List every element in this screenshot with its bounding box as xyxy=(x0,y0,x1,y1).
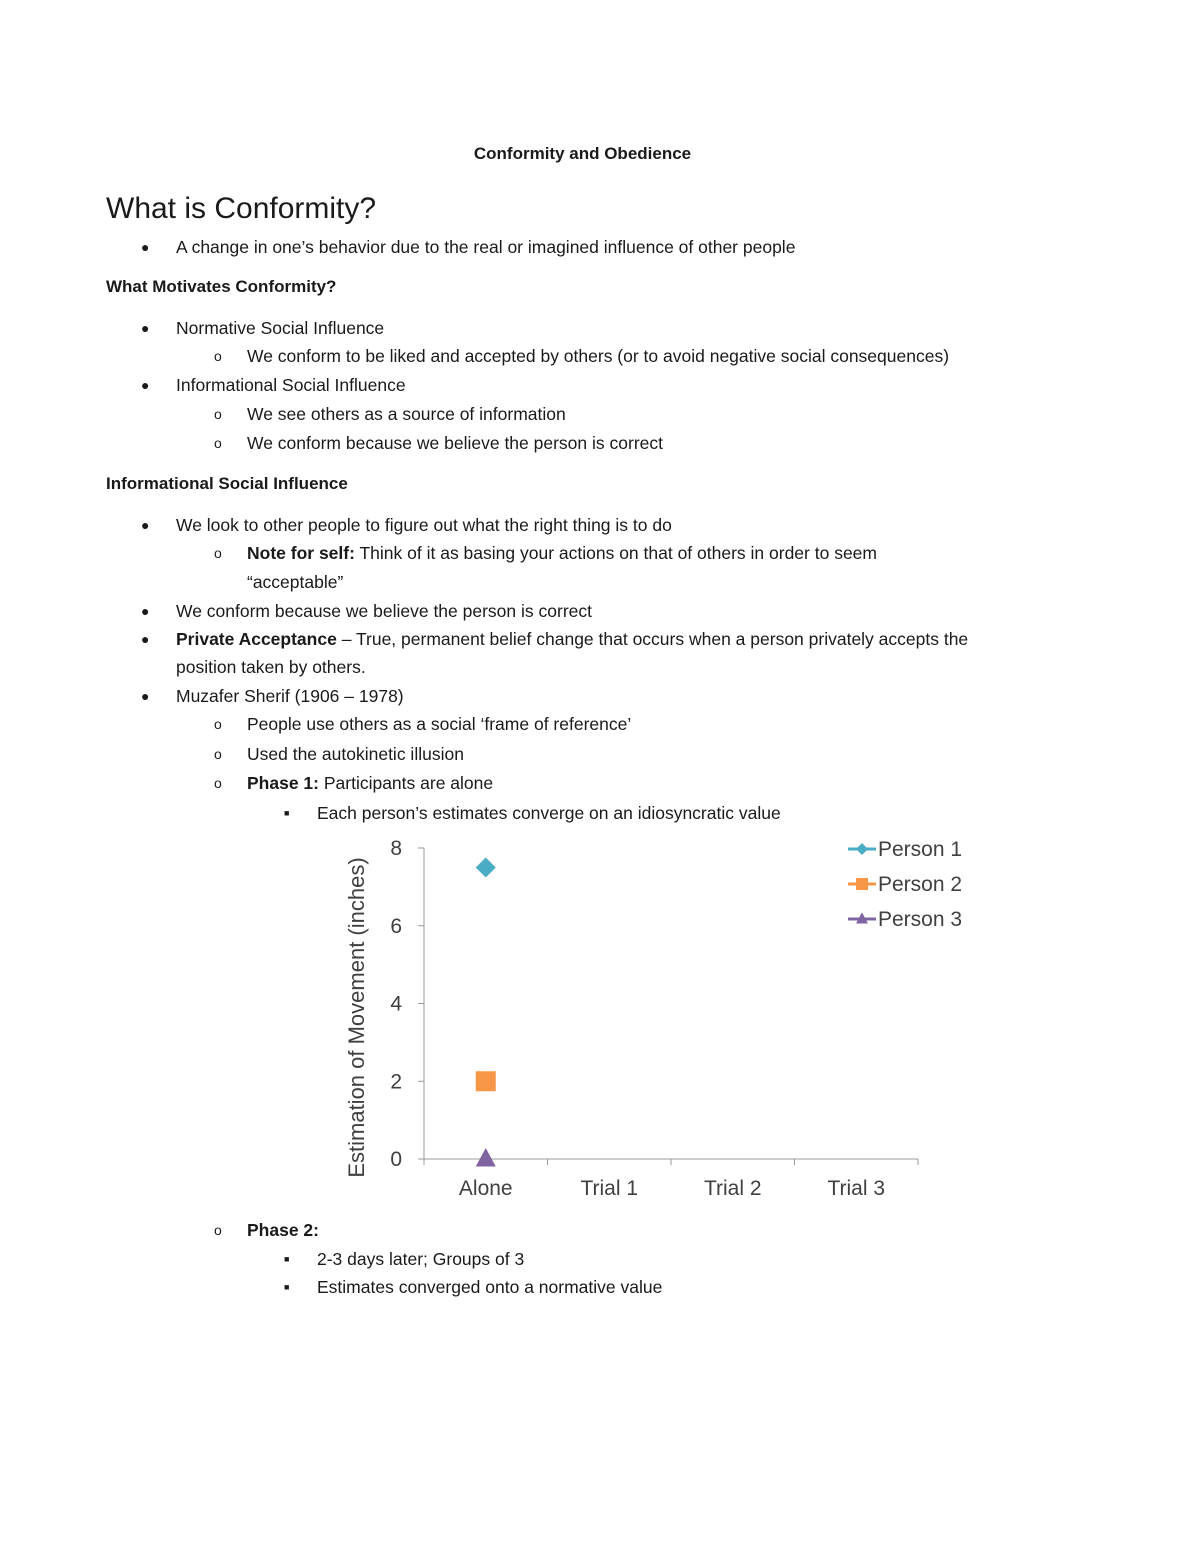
sub-bullet-icon: o xyxy=(214,716,222,732)
isi-bullet-2: We conform because we believe the person is correct xyxy=(176,601,592,621)
x-tick-label: Trial 2 xyxy=(703,1177,762,1200)
legend-label: Person 3 xyxy=(878,908,963,931)
square-bullet-icon: ■ xyxy=(284,1254,290,1264)
phase2-label: Phase 2: xyxy=(247,1220,319,1240)
y-tick-label: 6 xyxy=(390,914,402,938)
normative-sub-item: We conform to be liked and accepted by others (or to avoid negative social consequences) xyxy=(247,346,950,366)
y-tick-label: 0 xyxy=(390,1148,402,1171)
phase1-item xyxy=(247,769,493,797)
data-point-person-1 xyxy=(476,857,496,877)
x-tick-label: Trial 1 xyxy=(580,1177,639,1200)
legend-marker-person-1 xyxy=(856,843,868,855)
definition-text: A change in one’s behavior due to the real or imagined influence of other people xyxy=(176,237,796,257)
phase2-item xyxy=(247,1216,319,1244)
phase1-sub: Each person’s estimates converge on an idiosyncratic value xyxy=(317,803,781,823)
sub-bullet-icon: o xyxy=(214,406,222,422)
bullet-icon: ● xyxy=(141,320,150,336)
data-point-person-2 xyxy=(476,1071,496,1091)
private-acceptance-label: Private Acceptance xyxy=(176,629,337,649)
sub-bullet-icon: o xyxy=(214,545,222,561)
note-for-self xyxy=(247,539,877,567)
bullet-icon: ● xyxy=(141,688,150,704)
bullet-icon: ● xyxy=(141,377,150,393)
legend-label: Person 2 xyxy=(878,873,963,896)
sub-bullet-icon: o xyxy=(214,1222,222,1238)
sub-bullet-icon: o xyxy=(214,746,222,762)
note-text: Think of it as basing your actions on that of others in order to seem xyxy=(354,543,877,563)
sherif-item: Muzafer Sherif (1906 – 1978) xyxy=(176,686,404,706)
bullet-icon: ● xyxy=(141,603,150,619)
bullet-icon: ● xyxy=(141,517,150,533)
sub-bullet-icon: o xyxy=(214,348,222,364)
x-tick-label: Trial 3 xyxy=(827,1177,886,1200)
private-acceptance-text: – True, permanent belief change that occurs when a person privately accepts the xyxy=(336,629,969,649)
sherif-sub-1: People use others as a social ‘frame of reference’ xyxy=(247,714,632,734)
private-acceptance-continued: position taken by others. xyxy=(176,657,366,677)
heading-what-is-conformity: What is Conformity? xyxy=(106,192,377,225)
sub-bullet-icon: o xyxy=(214,775,222,791)
legend-label: Person 1 xyxy=(878,838,963,861)
normative-item: Normative Social Influence xyxy=(176,318,385,338)
note-text-continued: “acceptable” xyxy=(247,572,344,592)
phase2-sub-1: 2-3 days later; Groups of 3 xyxy=(317,1249,525,1269)
legend-marker-person-2 xyxy=(856,878,868,890)
scatter-chart xyxy=(330,830,990,1210)
y-tick-label: 8 xyxy=(390,837,402,860)
square-bullet-icon: ■ xyxy=(284,808,290,818)
y-tick-label: 2 xyxy=(390,1070,402,1094)
info-sub-item-2: We conform because we believe the person is correct xyxy=(247,433,663,453)
private-acceptance xyxy=(176,625,968,653)
phase2-sub-2: Estimates converged onto a normative value xyxy=(317,1277,663,1297)
bullet-icon: ● xyxy=(141,631,150,647)
data-point-person-3 xyxy=(476,1148,496,1167)
y-axis-label: Estimation of Movement (inches) xyxy=(344,857,369,1178)
phase1-text: Participants are alone xyxy=(318,773,494,793)
x-tick-label: Alone xyxy=(458,1177,513,1200)
informational-item: Informational Social Influence xyxy=(176,375,406,395)
sherif-sub-2: Used the autokinetic illusion xyxy=(247,744,464,764)
document-title: Conformity and Obedience xyxy=(473,144,692,163)
phase1-label: Phase 1: xyxy=(247,773,319,793)
note-label: Note for self: xyxy=(247,543,355,563)
heading-informational-social-influence: Informational Social Influence xyxy=(106,474,348,493)
sub-bullet-icon: o xyxy=(214,435,222,451)
heading-what-motivates: What Motivates Conformity? xyxy=(106,277,337,296)
isi-bullet-1: We look to other people to figure out what the right thing is to do xyxy=(176,515,672,535)
y-tick-label: 4 xyxy=(390,992,402,1016)
bullet-icon: ● xyxy=(141,239,150,255)
info-sub-item-1: We see others as a source of information xyxy=(247,404,566,424)
square-bullet-icon: ■ xyxy=(284,1282,290,1292)
